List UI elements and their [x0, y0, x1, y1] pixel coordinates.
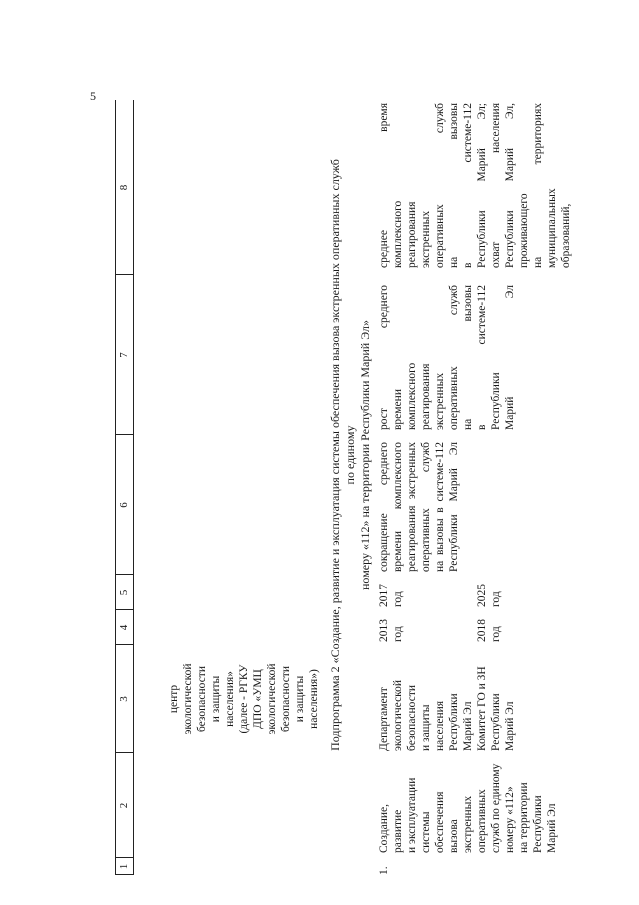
header-col-3: 3 — [118, 696, 130, 702]
header-col-2: 2 — [118, 802, 130, 809]
row-number: 1. — [378, 866, 390, 875]
rotated-document-table — [115, 75, 635, 875]
header-bottom-border — [133, 100, 134, 875]
page-number: 5 — [90, 89, 96, 103]
consequence-cell: рост среднего времени комплексного реагирования экстренных оперативных служб на вызовы в системе-112 Республики Марий Эл — [378, 285, 516, 430]
expected-result-cell: сокращение среднего времени комплексного реагирования экстренных оперативных служб на вызовы в системе-112 Республики Марий Эл — [378, 442, 460, 572]
start-year-cell: 2013 год — [378, 619, 404, 642]
header-col-7: 7 — [118, 352, 130, 358]
header-col-8: 8 — [118, 184, 130, 191]
executor-department-cell: Департамент экологической безопасности и защиты населения Республики Марий Эл — [378, 679, 474, 751]
end-year-cell: 2017 год — [378, 584, 404, 607]
indicators-cell: среднее время комплексного реагирования экстренных оперативных служб на вызовы в системе-112 Республики Марий Эл; охват населения Республики Марий Эл, проживающего на территориях муниципальных образований, — [378, 103, 572, 268]
header-col-5: 5 — [118, 589, 130, 596]
executor-committee-cell: Комитет ГО и ЗН Республики Марий Эл — [476, 666, 516, 751]
subprogram-title: Подпрограмма 2 «Создание, развитие и эксплуатация системы обеспечения вызова экстренных оперативных служб по единому номеру «112» на территории Республики Марий Эл» — [328, 159, 372, 751]
header-col-4: 4 — [118, 624, 130, 631]
measure-name-cell: Создание, развитие и эксплуатации системы обеспечения вызова экстренных оперативных служб по единому номеру «112» на территории Республики Марий Эл — [378, 763, 558, 853]
start-year-cell: 2018 год — [476, 619, 502, 642]
header-col-1: 1 — [118, 863, 130, 870]
continued-executor-cell: центр экологической безопасности и защиты населения» (далее - РГКУ ДПО «УМЦ экологической безопасности и защиты населения») — [168, 663, 320, 735]
end-year-cell: 2025 год — [476, 584, 502, 607]
header-col-6: 6 — [118, 502, 130, 508]
